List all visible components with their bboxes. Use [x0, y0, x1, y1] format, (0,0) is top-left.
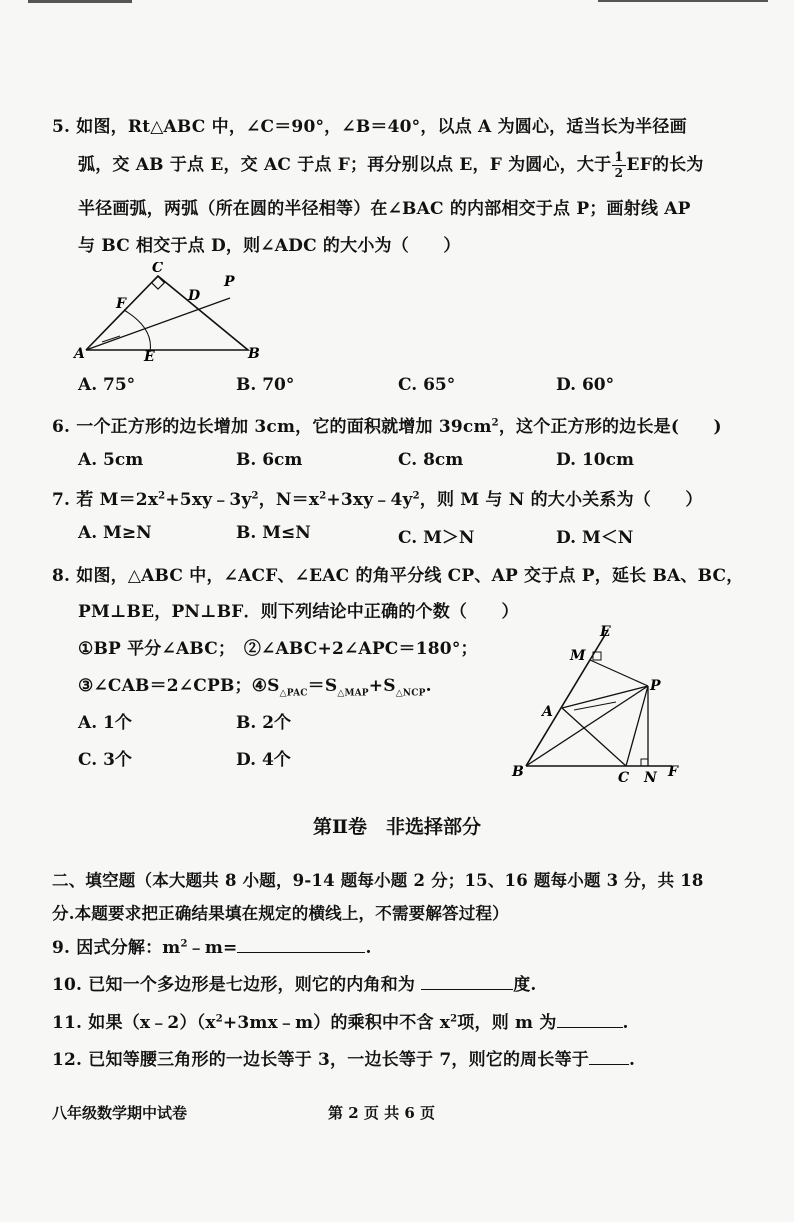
scan-edge-mark — [28, 0, 132, 3]
q6-option-d[interactable]: D. 10cm — [556, 450, 634, 470]
q8-label-b: B — [512, 764, 524, 780]
q7-option-c[interactable]: C. M＞N — [398, 528, 475, 548]
q8-label-m: M — [570, 648, 586, 664]
q5-label-e: E — [144, 349, 155, 365]
q7-stem: 7. 若 $M=2x^2+5xy﹣3y^2$，$N=x^2+3xy﹣4y^2$，则 M 与 N 的大小关系为（ ） — [52, 490, 703, 510]
q9: 9. 因式分解：$m^2﹣m=$ . — [52, 938, 372, 958]
footer-exam-title: 八年级数学期中试卷 — [52, 1104, 188, 1122]
q8-option-b[interactable]: B. 2个 — [236, 713, 292, 733]
q8-label-n: N — [644, 770, 657, 786]
q5-label-d: D — [188, 288, 201, 304]
q5-line-1: 5. 如图，Rt△ABC 中，∠C＝90°，∠B＝40°，以点 A 为圆心，适当长为半径画 — [52, 117, 687, 137]
q10: 10. 已知一个多边形是七边形，则它的内角和为 度. — [52, 975, 537, 995]
q8-line-1: 8. 如图，△ABC 中，∠ACF、∠EAC 的角平分线 CP、AP 交于点 P，延长 BA、BC， — [52, 566, 744, 586]
q5-label-a: A — [74, 346, 85, 362]
fill-in-instructions-2: 分.本题要求把正确结果填在规定的横线上，不需要解答过程） — [52, 904, 509, 923]
q5-option-b[interactable]: B. 70° — [236, 375, 295, 395]
q11-answer-blank[interactable] — [557, 1011, 623, 1028]
q6-option-a[interactable]: A. 5cm — [78, 450, 144, 470]
q5-label-p: P — [224, 274, 235, 290]
q8-option-c[interactable]: C. 3个 — [78, 750, 132, 770]
q12-answer-blank[interactable] — [589, 1048, 629, 1065]
q5-line-4: 与 BC 相交于点 D，则∠ADC 的大小为（ ） — [78, 236, 461, 256]
fraction-one-half: $\frac{1}{2}$ — [614, 150, 624, 180]
q8-geometry-figure — [506, 622, 692, 790]
q6-stem: 6. 一个正方形的边长增加 3cm，它的面积就增加 $39cm^2$，这个正方形的边长是( ) — [52, 417, 722, 437]
q8-label-p: P — [650, 678, 661, 694]
footer-page-number: 第 2 页 共 6 页 — [328, 1104, 435, 1122]
q8-line-2: PM⊥BE，PN⊥BF．则下列结论中正确的个数（ ） — [78, 602, 519, 622]
q7-option-d[interactable]: D. M＜N — [556, 528, 634, 548]
q6-option-b[interactable]: B. 6cm — [236, 450, 303, 470]
q5-option-d[interactable]: D. 60° — [556, 375, 615, 395]
q8-label-c: C — [618, 770, 630, 786]
q5-line-2: 弧，交 AB 于点 E，交 AC 于点 F；再分别以点 E，F 为圆心，大于 $\frac{1}{2}$ EF的长为 — [78, 150, 704, 180]
q11: 11. 如果$(x﹣2)(x^2+3mx﹣m)$的乘积中不含 $x^2$项，则 m 为 . — [52, 1013, 629, 1033]
q7-option-b[interactable]: B. M≤N — [236, 523, 311, 543]
q8-statement-1-2: ①BP 平分∠ABC； ②∠ABC+2∠APC＝180°； — [78, 639, 478, 659]
q8-option-d[interactable]: D. 4个 — [236, 750, 291, 770]
q8-label-f: F — [668, 764, 678, 780]
q10-answer-blank[interactable] — [421, 973, 513, 990]
q8-option-a[interactable]: A. 1个 — [78, 713, 132, 733]
q5-option-a[interactable]: A. 75° — [78, 375, 136, 395]
q7-option-a[interactable]: A. M≥N — [78, 523, 152, 543]
q12: 12. 已知等腰三角形的一边长等于 3，一边长等于 7，则它的周长等于 . — [52, 1050, 636, 1070]
q8-statement-3-4: ③∠CAB＝2∠CPB；$④S_{\triangle PAC}=S_{\triangle MAP}+S_{\triangle NCP}$. — [78, 676, 432, 699]
q5-label-f: F — [116, 296, 126, 312]
q5-option-c[interactable]: C. 65° — [398, 375, 456, 395]
q5-label-b: B — [248, 346, 260, 362]
scan-edge-mark — [598, 0, 768, 2]
q6-option-c[interactable]: C. 8cm — [398, 450, 464, 470]
fill-in-instructions-1: 二、填空题（本大题共 8 小题，9-14 题每小题 2 分；15、16 题每小题 3 分，共 18 — [52, 871, 704, 890]
q5-triangle-figure — [72, 262, 272, 366]
q8-label-a: A — [542, 704, 553, 720]
q9-answer-blank[interactable] — [237, 936, 365, 953]
q5-label-c: C — [152, 262, 164, 276]
q8-label-e: E — [600, 624, 611, 640]
q5-line-3: 半径画弧，两弧（所在圆的半径相等）在∠BAC 的内部相交于点 P；画射线 AP — [78, 199, 691, 219]
section-title: 第Ⅱ卷 非选择部分 — [312, 816, 481, 838]
